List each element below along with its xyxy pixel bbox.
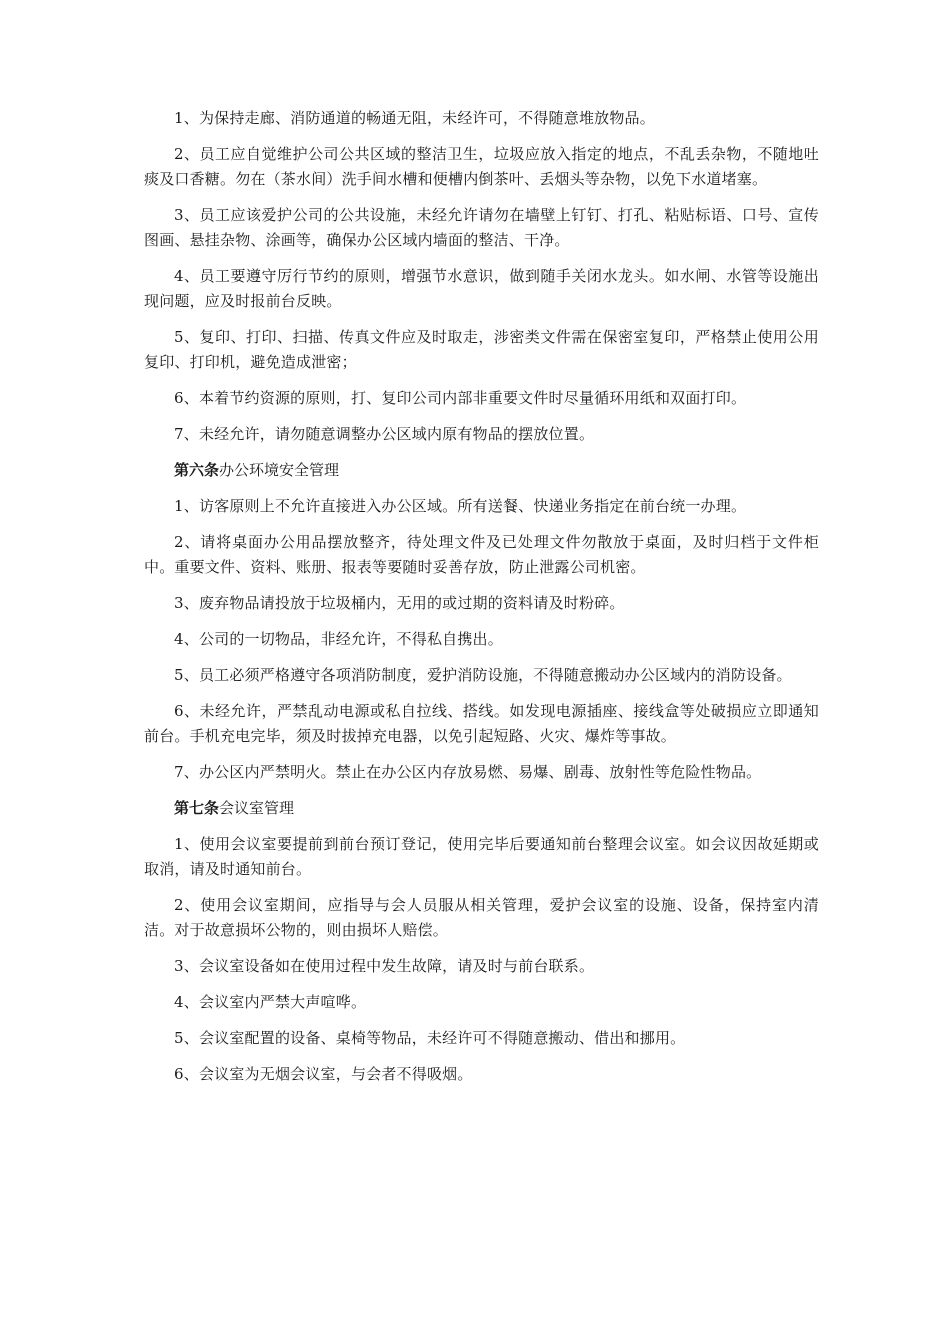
rule-item: 4、公司的一切物品，非经允许，不得私自携出。 [174,630,503,648]
rule-item: 7、未经允许，请勿随意调整办公区域内原有物品的摆放位置。 [174,425,595,443]
article-number: 第六条 [174,461,220,479]
rule-item: 1、访客原则上不允许直接进入办公区域。所有送餐、快递业务指定在前台统一办理。 [174,497,747,515]
rule-item: 6、本着节约资源的原则，打、复印公司内部非重要文件时尽量循环用纸和双面打印。 [174,389,747,407]
section-meeting-room [144,796,819,1087]
rule-item: 7、办公区内严禁明火。禁止在办公区内存放易燃、易爆、剧毒、放射性等危险性物品。 [174,763,762,781]
section-office-safety [144,458,819,785]
rule-item: 2、使用会议室期间，应指导与会人员服从相关管理，爱护会议室的设施、设备，保持室内清洁。对于故意损坏公物的，则由损坏人赔偿。 [144,896,819,939]
rule-item: 4、会议室内严禁大声喧哗。 [174,993,367,1011]
rule-item: 2、请将桌面办公用品摆放整齐，待处理文件及已处理文件勿散放于桌面，及时归档于文件柜中。重要文件、资料、账册、报表等要随时妥善存放，防止泄露公司机密。 [144,533,819,576]
rule-item: 1、为保持走廊、消防通道的畅通无阻，未经许可，不得随意堆放物品。 [174,109,655,127]
document-page [144,106,819,1098]
section-heading [144,458,819,483]
rule-item: 4、员工要遵守厉行节约的原则，增强节水意识，做到随手关闭水龙头。如水闸、水管等设施出现问题，应及时报前台反映。 [144,267,819,310]
rule-item: 3、员工应该爱护公司的公共设施，未经允许请勿在墙壁上钉钉、打孔、粘贴标语、口号、宣传图画、悬挂杂物、涂画等，确保办公区域内墙面的整洁、干净。 [144,206,819,249]
section-title: 办公环境安全管理 [219,461,340,479]
rule-item: 3、会议室设备如在使用过程中发生故障，请及时与前台联系。 [174,957,595,975]
rule-item: 6、会议室为无烟会议室，与会者不得吸烟。 [174,1065,473,1083]
rule-item: 2、员工应自觉维护公司公共区域的整洁卫生，垃圾应放入指定的地点，不乱丢杂物，不随地吐痰及口香糖。勿在（茶水间）洗手间水槽和便槽内倒茶叶、丢烟头等杂物，以免下水道堵塞。 [144,145,819,188]
rule-item: 6、未经允许，严禁乱动电源或私自拉线、搭线。如发现电源插座、接线盒等处破损应立即通知前台。手机充电完毕，须及时拔掉充电器，以免引起短路、火灾、爆炸等事故。 [144,702,819,745]
article-number: 第七条 [174,799,220,817]
rule-item: 3、废弃物品请投放于垃圾桶内，无用的或过期的资料请及时粉碎。 [174,594,625,612]
rule-item: 1、使用会议室要提前到前台预订登记，使用完毕后要通知前台整理会议室。如会议因故延期或取消，请及时通知前台。 [144,835,819,878]
rule-item: 5、复印、打印、扫描、传真文件应及时取走，涉密类文件需在保密室复印，严格禁止使用公用复印、打印机，避免造成泄密； [144,328,819,371]
rules-block-general [144,106,819,447]
section-title: 会议室管理 [219,799,295,817]
rule-item: 5、会议室配置的设备、桌椅等物品，未经许可不得随意搬动、借出和挪用。 [174,1029,686,1047]
rule-item: 5、员工必须严格遵守各项消防制度，爱护消防设施，不得随意搬动办公区域内的消防设备。 [174,666,792,684]
section-heading [144,796,819,821]
